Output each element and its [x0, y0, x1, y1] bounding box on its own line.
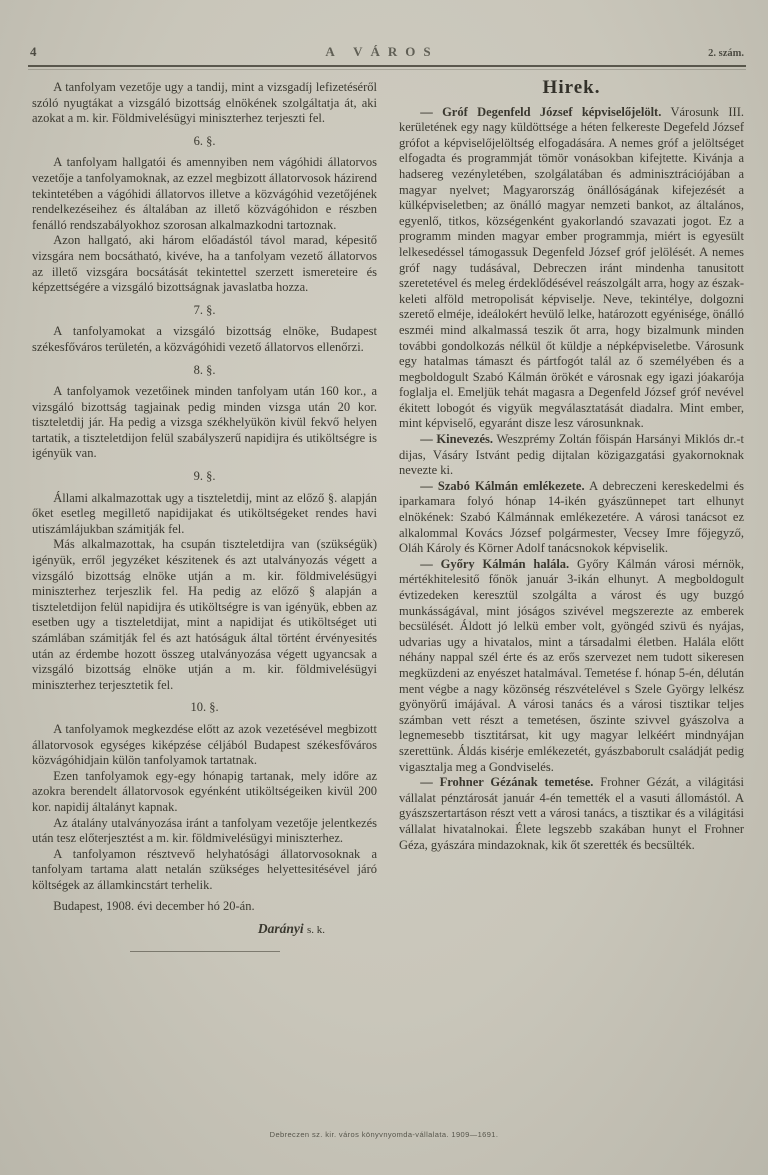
end-rule — [130, 951, 280, 952]
section-heading: 9. §. — [193, 469, 216, 484]
news-item — [399, 432, 744, 479]
paragraph: A tanfolyam hallgatói és amennyiben nem vágóhidi állatorvos vezetője a tanfolyamoknak, az ezzel megbizott állatorvosok házirend tekintetében a vágóhidi állatorvos illetve a közvágóhid vezetőjének rendelkezéseihez és általában az illető közvágóhidon e részben fenálló rendszabályokhoz szorosan alkalmazkodni tartoznak. — [32, 155, 377, 232]
news-item-body: A debreczeni kereskedelmi és iparkamara folyó hónap 14-ikén gyászünnepet tart elhunyt elnökének: Szabó Kálmánnak emlékezetére. A városi tanácsot ez alkalommal Kovács József polgármester, Vecsey Imre főjegyző, Oláh Károly és Körner Adolf tanácsnokok képviselik. — [399, 478, 744, 556]
news-item-body: Városunk III. kerületének egy nagy küldöttsége a héten felkereste Degefeld József grófot a képviselőjelöltség elfogadására. A nemes gróf a jelöltséget elfogadta és programmját tömör vonásokban kifejtette. Kivánja a hadsereg vezényletében, szolgálatában és adminisztrációjában a magyar nyelvet; Magyarország önállóságának kifejezését a külképviseletben; az önálló magyar nemzeti bankot, az általános, egyenlő, titkos, községenként gyakorlandó szavazati jogot. Ez a programm minden magyar ember programmja, miért is egyesült lelkesedéssel támogassuk Degenfeld József gróf jelölését. A nemes gróf nagy tudásával, Debreczen iránt mindenha tanusitott szeretetével és meleg érdeklődésével reászolgált arra, hogy az északkeleti alföld metropolisát képviselje. Neve, tekintélye, dolgozni szerető elméje, ideálokért hevülő lelke, határozott egyénisége, önálló eszméi mind alkalmassá teszik őt arra, hogy bizalmunk minden további gondolkozás nélkül őt küldje a népképviseletbe. Városunk egy hatalmas támaszt és pártfogót talál az ő személyében és a megboldogult Szabó Kálmán örökét e városnak egy igazi jóakarója foglalja el. Emeljük tehát magasra a Degenfeld József gróf nevével ékitett lobogót és vigyük megválasztatását diadalra. Mint ember, mint képviselő, egyaránt disze lesz városunknak. — [399, 104, 744, 431]
news-section-title: Hirek. — [542, 80, 601, 98]
paragraph: A tanfolyam vezetője ugy a tandij, mint a vizsgadíj lefizetéséről szóló nyugtákat a vizsgáló bizottság elnökének szolgáltatja át, aki azokat a m. kir. Földmivelésügyi miniszterhez terjeszti fel. — [32, 80, 377, 126]
news-item-title: — Gróf Degenfeld József képviselőjelölt. — [420, 104, 662, 119]
page-header — [30, 44, 744, 60]
article-columns — [32, 80, 744, 1113]
signature-name: Darányi — [257, 921, 304, 937]
news-item — [399, 557, 744, 775]
section-heading: 7. §. — [193, 302, 216, 317]
news-item-body: Frohner Gézát, a világitási vállalat pénztárosát január 4-én temették el a vasuti állomástól. A gyászszertartáson részt vett a városi tanács, a tisztikar és a világitási vállalat hivatalnokai. Élete legszebb szakában hunyt el Frohner Géza, gyászára mindazoknak, kik őt szerették és becsülték. — [399, 775, 744, 852]
news-item-title: — Kinevezés. — [420, 432, 494, 447]
news-item — [399, 105, 744, 432]
section-heading: 10. §. — [190, 700, 219, 715]
news-item — [399, 775, 744, 853]
paragraph: Más alkalmazottak, ha csupán tiszteletdijra van (szükségük) igényük, erről jegyzéket készitenek és azt utalványozás végett a vizsgáló bizottság elnöke utján a m. kir. földmivelésügyi miniszterhez terjeszlik fel. Ha pedig az előző § alapján a tiszteletdijon felül napidijra és utiköltségre is van igényük, ebben az esetben ugy a tiszteletdijat, mint a napidijat és utiköltséget uti számlában számitják fel és azt hatóságuk által történt érvényesités után az érdembe hozott összeg utalványozása végett ugyancsak a vizsgáló bizottság elnöke utján a m. kir. földmivelésügyi miniszterhez terjesztetik fel. — [32, 537, 377, 692]
paragraph: A tanfolyamok vezetőinek minden tanfolyam után 160 kor., a vizsgáló bizottság tagjainak pedig minden vizsga után 20 kor. tiszteletdij jár. Ha pedig a vizsga székhelyükön kivül fekvő helyen tartatik, a tiszteletdijon felül szabályszerű napidijra és utiköltségre is igényük van. — [32, 384, 377, 461]
right-column — [399, 80, 744, 1113]
paragraph: Állami alkalmazottak ugy a tiszteletdij, mint az előző §. alapján őket esetleg megillető napidijakat és utiköltségeket rendes havi utiszámlájukban számitják fel. — [32, 490, 377, 536]
news-item-title: — Szabó Kálmán emlékezete. — [420, 478, 585, 493]
news-item-body: Weszprémy Zoltán főispán Harsányi Miklós dr.-t dijas, Vásáry Istvánt pedig dijtalan közigazgatási gyakornoknak nevezte ki. — [399, 432, 744, 478]
dateline: Budapest, 1908. évi december hó 20-án. — [53, 898, 255, 913]
paragraph: Ezen tanfolyamok egy-egy hónapig tartanak, mely időre az azokra berendelt állatorvosok egyénként utiköltségeiken kivül 200 kor. napidij általányt kapnak. — [32, 768, 377, 814]
paragraph: Azon hallgató, aki három előadástól távol marad, képesitő vizsgára nem bocsátható, kivéve, ha a tanfolyam vezető állatorvos az illető vizsgára bocsátását tekintettel szerzett ismereteire és képzettségére a vizsgáló bizottságnak javaslatba hozza. — [32, 233, 377, 295]
paragraph: A tanfolyamok megkezdése előtt az azok vezetésével megbizott állatorvosok egységes kiképzése céljából Budapest székesfőváros közvágóhidjain külön tanfolyamok tartatnak. — [32, 721, 377, 768]
left-column — [32, 80, 377, 1113]
header-rule — [28, 65, 746, 70]
news-item-title: — Győry Kálmán halála. — [420, 556, 570, 571]
signature-suffix: s. k. — [306, 924, 325, 937]
page-number: 4 — [30, 44, 37, 59]
section-heading: 8. §. — [193, 362, 216, 377]
news-item-title: — Frohner Gézának temetése. — [420, 775, 594, 790]
paragraph: A tanfolyamon résztvevő helyhatósági állatorvosoknak a tanfolyam tartama alatt netalán szükséges helyettesitésével járó költségek az államkincstárt terhelik. — [32, 846, 377, 892]
section-heading: 6. §. — [193, 133, 216, 148]
imprint-line: Debreczen sz. kir. város könyvnyomda-vállalata. 1909—1691. — [269, 1130, 499, 1139]
paragraph: A tanfolyamokat a vizsgáló bizottság elnöke, Budapest székesfőváros területén, a közvágóhidi vezető állatorvos ellenőrzi. — [32, 324, 377, 354]
news-item-body: Győry Kálmán városi mérnök, mértékhitelesitő főnök január 3-ikán elhunyt. A megboldogult évtizedeken keresztül szolgálta a várost és ugy buzgó munkásságával, mint jóságos szivével megszerezte az emberek becsülését. Áldott jó lelkü ember volt, gyöngéd szivü és nyájas, udvarias ugy a hivatalos, mint a társadalmi életben. Halála előtt néhány nappal szél érte és az erős szervezet nem tudott sikeresen megküzdeni az enyészet hatalmával. Temetése f. hónap 5-én, délután ment végbe a nagy közönség részvételével s Szele György lelkész gyönyörű imájával. A városi tanács és a városi tisztikar teljes számban vett részt a temetésen, őszinte szivvel gyászolva a legnemesebb tisztitársat, kit ugy magyar lelkéért mindnyájan szerettünk. Áldás kisérje emlékezetét, gyászbaborult családját pedig vigasztalja meg a Gondviselés. — [399, 556, 744, 774]
news-item — [399, 479, 744, 557]
signature — [32, 921, 325, 939]
masthead-title: A VÁROS — [325, 44, 439, 59]
issue-number: 2. szám. — [708, 48, 744, 59]
paragraph: Az átalány utalványozása iránt a tanfolyam vezetője jelentkezés után tesz előterjesztést a m. kir. földmivelésügyi miniszterhez. — [32, 815, 377, 846]
